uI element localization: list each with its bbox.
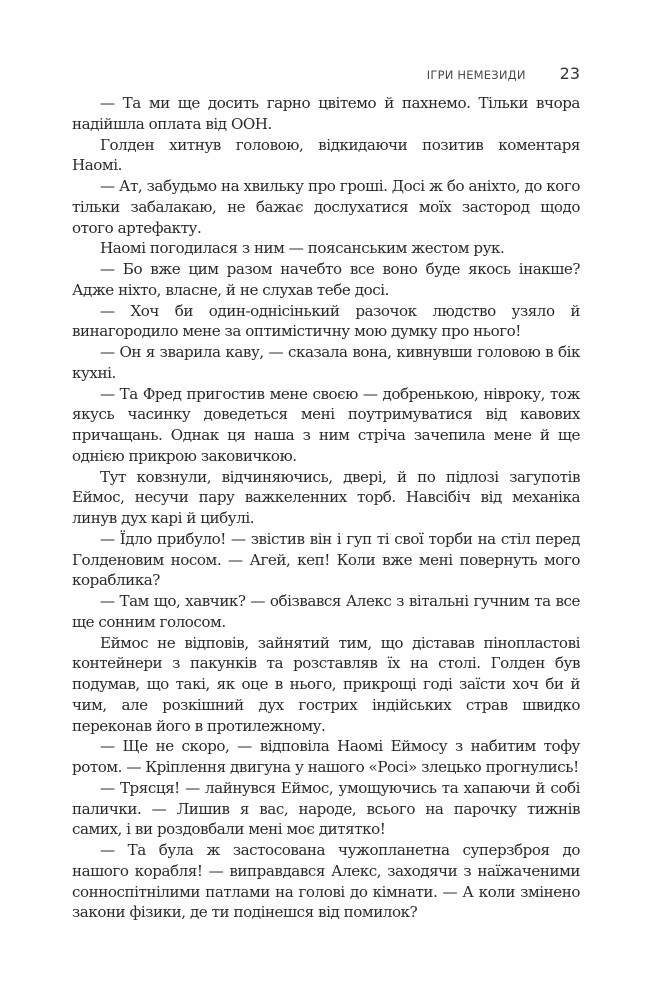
paragraph: — Он я зварила каву, — сказала вона, кивнувши головою в бік кухні.	[72, 343, 580, 382]
paragraph: — Ще не скоро, — відповіла Наомі Еймосу з набитим тофу ротом. — Кріплення двигуна у нашого «Росі» злецько прогнулись!	[72, 737, 580, 776]
paragraph: — Хоч би один-однісінький разочок людство узяло й винагородило мене за оптимістичну мою думку про нього!	[72, 301, 580, 341]
page-number: 23	[559, 64, 580, 83]
paragraph: — Ат, забудьмо на хвильку про гроші. Досі ж бо аніхто, до кого тільки забалакаю, не бажає дослухатися моїх застород щодо отого артефакту.	[72, 177, 580, 237]
paragraph: — Та була ж застосована чужопланетна суперзброя до нашого корабля! — виправдався Алекс, заходячи з наїжаченими сонноспітнілими патлами на голові до кімнати. — А коли змінено закони фізики, де ти подінешся від помилок?	[72, 841, 580, 922]
running-title: ІГРИ НЕМЕЗИДИ	[426, 68, 526, 82]
paragraph: Наомі погодилася з ним — поясанським жестом рук.	[100, 239, 505, 258]
paragraph: — Там що, хавчик? — обізвався Алекс з вітальні гучним та все ще сонним голосом.	[72, 592, 580, 631]
paragraph: — Та Фред пригостив мене своєю — добренькою, нівроку, тож якусь часинку доведеться мені поутримуватися від кавових причащань. Однак ця наша з ним стріча зачепила мене й ще однією прикрою заковичкою.	[72, 384, 580, 465]
paragraph: — Бо вже цим разом начебто все воно буде якось інакше? Адже ніхто, власне, й не слухав тебе досі.	[72, 260, 580, 299]
paragraph: Голден хитнув головою, відкидаючи позитив коментаря Наомі.	[72, 135, 580, 175]
paragraph: — Та ми ще досить гарно цвітемо й пахнемо. Тільки вчора надійшла оплата від ООН.	[72, 94, 580, 133]
running-header	[72, 64, 580, 83]
paragraph: — Їдло прибуло! — звістив він і гуп ті свої торби на стіл перед Голденовим носом. — Агей, кеп! Коли вже мені повернуть мого кораблика?	[72, 529, 580, 590]
paragraph: — Трясця! — лайнувся Еймос, умощуючись та хапаючи й собі палички. — Лишив я вас, народе, всього на парочку тижнів самих, і ви роздовбали мені моє дитятко!	[72, 778, 580, 839]
body-text	[72, 93, 580, 923]
paragraph: Еймос не відповів, зайнятий тим, що діставав пінопластові контейнери з пакунків та розставляв їх на столі. Голден був подумав, що такі, як оце в нього, прикрощі годі заїсти хоч би й чим, але розкішний дух гострих індійських страв швидко переконав його в протилежному.	[72, 633, 580, 735]
paragraph: Тут ковзнули, відчиняючись, двері, й по підлозі загупотів Еймос, несучи пару важкеленних торб. Навсібіч від механіка линув дух карі й цибулі.	[72, 467, 580, 527]
